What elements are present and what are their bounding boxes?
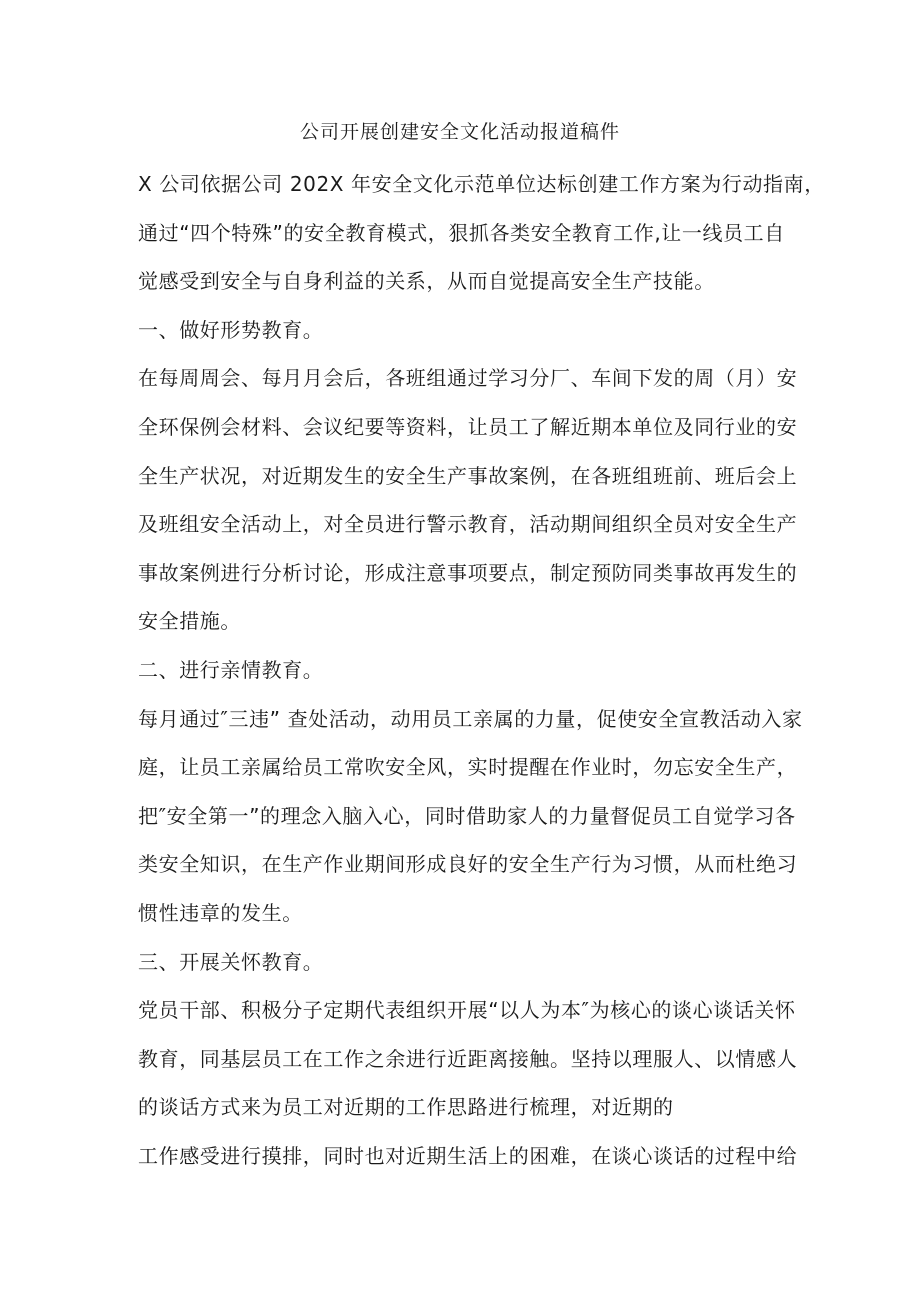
body-line: 觉感受到安全与自身利益的关系，从而自觉提高安全生产技能。 [138,269,715,294]
body-line: 全环保例会材料、会议纪要等资料，让员工了解近期本单位及同行业的安 [138,414,798,439]
body-line: 在每周周会、每月月会后，各班组通过学习分厂、车间下发的周（月）安 [138,366,798,391]
body-line: 及班组安全活动上，对全员进行警示教育，活动期间组织全员对安全生产 [138,512,798,537]
body-line: 的谈话方式来为员工对近期的工作思路进行梳理，对近期的 [138,1095,674,1120]
body-line: 教育，同基层员工在工作之余进行近距离接触。坚持以理服人、以情感人 [138,1046,798,1071]
body-line: 工作感受进行摸排，同时也对近期生活上的困难，在谈心谈话的过程中给 [138,1143,798,1168]
body-line: 党员干部、积极分子定期代表组织开展“以人为本″为核心的谈心谈话关怀 [138,998,796,1023]
body-line: 事故案例进行分析讨论，形成注意事项要点，制定预防同类事故再发生的 [138,560,798,585]
body-line: 安全措施。 [138,609,241,634]
body-line: 类安全知识，在生产作业期间形成良好的安全生产行为习惯，从而杜绝习 [138,852,798,877]
document-title: 公司开展创建安全文化活动报道稿件 [299,121,620,143]
body-line: 把″安全第一”的理念入脑入心，同时借助家人的力量督促员工自觉学习各 [138,803,796,828]
body-line: 每月通过″三违” 查处活动，动用员工亲属的力量，促使安全宣教活动入家 [138,706,803,731]
body-line: 通过“四个特殊”的安全教育模式，狠抓各类安全教育工作,让一线员工自 [138,220,785,245]
body-line: X 公司依据公司 202X 年安全文化示范单位达标创建工作方案为行动指南， [138,172,825,196]
body-line: 全生产状况，对近期发生的安全生产事故案例，在各班组班前、班后会上 [138,463,798,488]
document-body [138,160,825,1180]
section-heading-2: 二、进行亲情教育。 [138,657,324,682]
section-heading-3: 三、开展关怀教育。 [138,949,324,974]
body-line: 庭，让员工亲属给员工常吹安全风，实时提醒在作业时，勿忘安全生产， [138,755,798,780]
section-heading-1: 一、做好形势教育。 [138,317,324,342]
body-line: 惯性违章的发生。 [138,900,303,925]
